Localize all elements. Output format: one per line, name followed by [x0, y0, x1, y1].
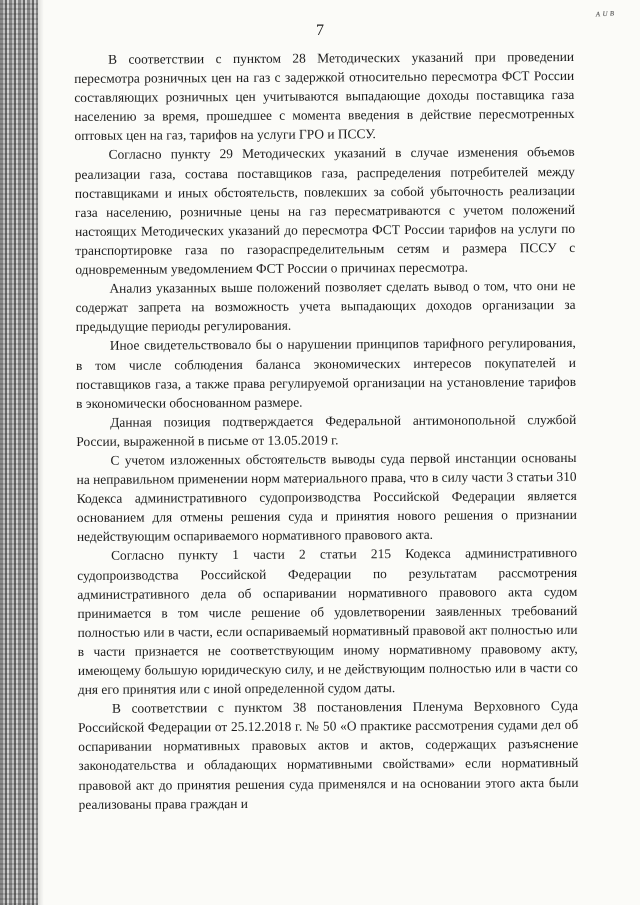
paragraph-3: Анализ указанных выше положений позволяет сделать вывод о том, что они не содержат запрета на возможность учета выпадающих доходов организации за предыдущие периоды регулирования. [75, 278, 576, 335]
paragraph-8: В соответствии с пунктом 38 постановления Пленума Верховного Суда Российской Федерации от 25.12.2018 г. № 50 «О практике рассмотрения судами дел об оспаривании нормативных правовых актов и актов, содержащих разъяснение законодательства и обладающих нормативными свойствами» если нормативный правовой акт до принятия решения суда применялся и на основании этого акта были реализованы права граждан и [78, 698, 579, 812]
paragraph-5: Данная позиция подтверждается Федеральной антимонопольной службой России, выраженной в письме от 13.05.2019 г. [76, 411, 577, 449]
page-number: 7 [316, 22, 324, 39]
paragraph-7: Согласно пункту 1 части 2 статьи 215 Кодекса административного судопроизводства Российской Федерации по результатам рассмотрения административного дела об оспаривании нормативного правового акта судом принимается в том числе решение об удовлетворении заявленных требований полностью или в части, если оспариваемый нормативный правовой акт полностью или в части признается не соответствующим иному нормативному правовому акту, имеющему большую юридическую силу, и не действующим полностью или в части со дня его принятия или с иной определенной судом даты. [77, 545, 578, 698]
scan-shadow-edge [0, 0, 38, 905]
document-body [74, 47, 579, 814]
paragraph-2: Согласно пункту 29 Методических указаний в случае изменения объемов реализации газа, состава поставщиков газа, распределения потребителей между поставщиками и иных обстоятельств, повлекших за собой убыточность реализации газа населению, розничные цены на газ пересматриваются с учетом положений настоящих Методических указаний до пересмотра ФСТ России тарифов на услуги по транспортировке газа по газораспределительным сетям и размера ПССУ с одновременным уведомлением ФСТ России о причинах пересмотра. [74, 144, 576, 278]
paragraph-1: В соответствии с пунктом 28 Методических указаний при проведении пересмотра розничных цен на газ с задержкой относительно пересмотра ФСТ России составляющих розничных цен учитываются выпадающие доходы поставщика газа населению за время, прошедшее с момента введения в действие пересмотренных оптовых цен на газ, тарифов на услуги ГРО и ПССУ. [74, 48, 575, 144]
paragraph-6: С учетом изложенных обстоятельств выводы суда первой инстанции основаны на неправильном применении норм материального права, что в силу части 3 статьи 310 Кодекса административного судопроизводства Российской Федерации является основанием для отмены решения суда и принятия нового решения о признании недействующим оспариваемого нормативного правового акта. [76, 449, 577, 545]
paragraph-4: Иное свидетельствовало бы о нарушении принципов тарифного регулирования, в том числе соблюдения баланса экономических интересов покупателей и поставщиков газа, а также права регулируемой организации на установление тарифов в экономически обоснованном размере. [75, 335, 577, 411]
handwritten-corner-mark: ᴀ ᴜ ʙ [595, 7, 615, 20]
